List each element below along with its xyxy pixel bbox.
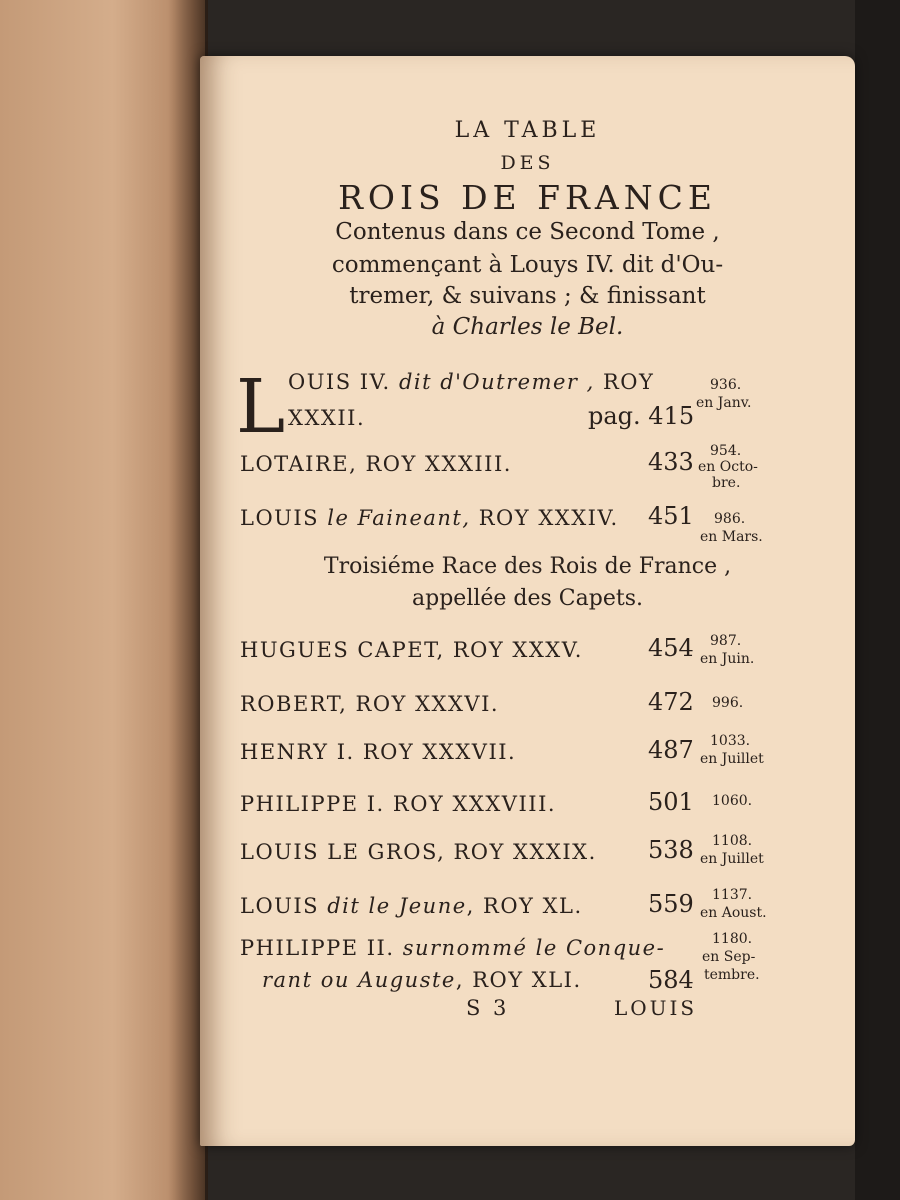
date-month-cont: tembre. (704, 967, 760, 983)
date-year: 987. (710, 633, 742, 649)
entry-name: ROBERT, ROY XXXVI. (240, 692, 500, 716)
entry-louis-v (200, 502, 855, 552)
title-line-2: DES (500, 152, 555, 174)
catchword: LOUIS (614, 996, 698, 1020)
subtitle-line-2: commençant à Louys IV. dit d'Ou- (331, 252, 724, 278)
date-year: 1137. (712, 887, 753, 903)
subtitle-line-1: Contenus dans ce Second Tome , (335, 219, 720, 245)
date-month: en Aoust. (700, 905, 767, 921)
entry-name: PHILIPPE II. (240, 936, 395, 960)
signature-mark: S 3 (466, 996, 510, 1020)
date-month: en Octo- (698, 459, 758, 475)
date-year: 1108. (712, 833, 753, 849)
page-number: pag. 415 (588, 402, 695, 430)
page-number: 487 (648, 736, 694, 764)
date-month: en Sep- (702, 949, 756, 965)
section-heading-line-2: appellée des Capets. (412, 586, 643, 611)
page-number: 584 (648, 966, 694, 994)
date-year: 996. (712, 695, 744, 711)
date-month: en Juillet (700, 751, 764, 767)
page-number: 451 (648, 502, 694, 530)
entry-name: LOUIS (240, 506, 320, 530)
date-month: en Mars. (700, 529, 763, 545)
entry-name: LOUIS (240, 894, 320, 918)
page-number: 559 (648, 890, 694, 918)
entry-name-continued: XXXII. (288, 406, 366, 430)
section-heading-line-1: Troisiéme Race des Rois de France , (323, 554, 732, 579)
entry-philippe-i (200, 788, 855, 824)
date-month: en Juin. (700, 651, 755, 667)
entry-name: LOUIS LE GROS, ROY XXXIX. (240, 840, 597, 864)
subtitle-line-4: à Charles le Bel. (431, 314, 624, 340)
page-number: 538 (648, 836, 694, 864)
page-number: 454 (648, 634, 694, 662)
entry-lotaire (200, 443, 855, 498)
title-line-3: ROIS DE FRANCE (338, 178, 717, 217)
page-number: 472 (648, 688, 694, 716)
entry-louis-iv (200, 370, 855, 440)
entry-name-suffix: , ROY XL. (466, 894, 583, 918)
date-month: en Janv. (696, 395, 752, 411)
date-month-cont: bre. (712, 475, 741, 491)
entry-name-italic: dit le Jeune (327, 894, 467, 918)
entry-name-suffix: ROY XXXIV. (478, 506, 619, 530)
entry-name-continued-italic: rant ou Auguste (262, 968, 456, 992)
entry-robert (200, 688, 855, 724)
date-year: 1060. (712, 793, 753, 809)
entry-louis-le-gros (200, 833, 855, 880)
drop-cap-L: L (236, 364, 286, 450)
date-year: 986. (714, 511, 746, 527)
entry-name: LOTAIRE, ROY XXXIII. (240, 452, 512, 476)
date-year: 1180. (712, 931, 753, 947)
entry-name-suffix: ROY (603, 370, 655, 394)
date-month: en Juillet (700, 851, 764, 867)
entry-philippe-ii (200, 932, 855, 1002)
date-year: 1033. (710, 733, 751, 749)
entry-name: HENRY I. ROY XXXVII. (240, 740, 517, 764)
entry-louis-le-jeune (200, 887, 855, 934)
entry-name-italic: le Faineant, (327, 506, 471, 530)
title-line-1: LA TABLE (454, 118, 601, 143)
date-year: 936. (710, 377, 742, 393)
date-year: 954. (710, 443, 742, 459)
entry-name: OUIS IV. (288, 370, 391, 394)
background (855, 0, 900, 1200)
entry-name-italic: surnommé le Conque- (402, 936, 666, 960)
page-number: 433 (648, 448, 694, 476)
entry-name: HUGUES CAPET, ROY XXXV. (240, 638, 583, 662)
subtitle-line-3: tremer, & suivans ; & finissant (349, 283, 706, 309)
entry-name: PHILIPPE I. ROY XXXVIII. (240, 792, 557, 816)
entry-hugues-capet (200, 634, 855, 678)
book-page (200, 56, 855, 1146)
entry-name-continued: , ROY XLI. (455, 968, 582, 992)
entry-henry-i (200, 733, 855, 780)
entry-name-italic: dit d'Outremer , (398, 370, 595, 394)
page-number: 501 (648, 788, 694, 816)
